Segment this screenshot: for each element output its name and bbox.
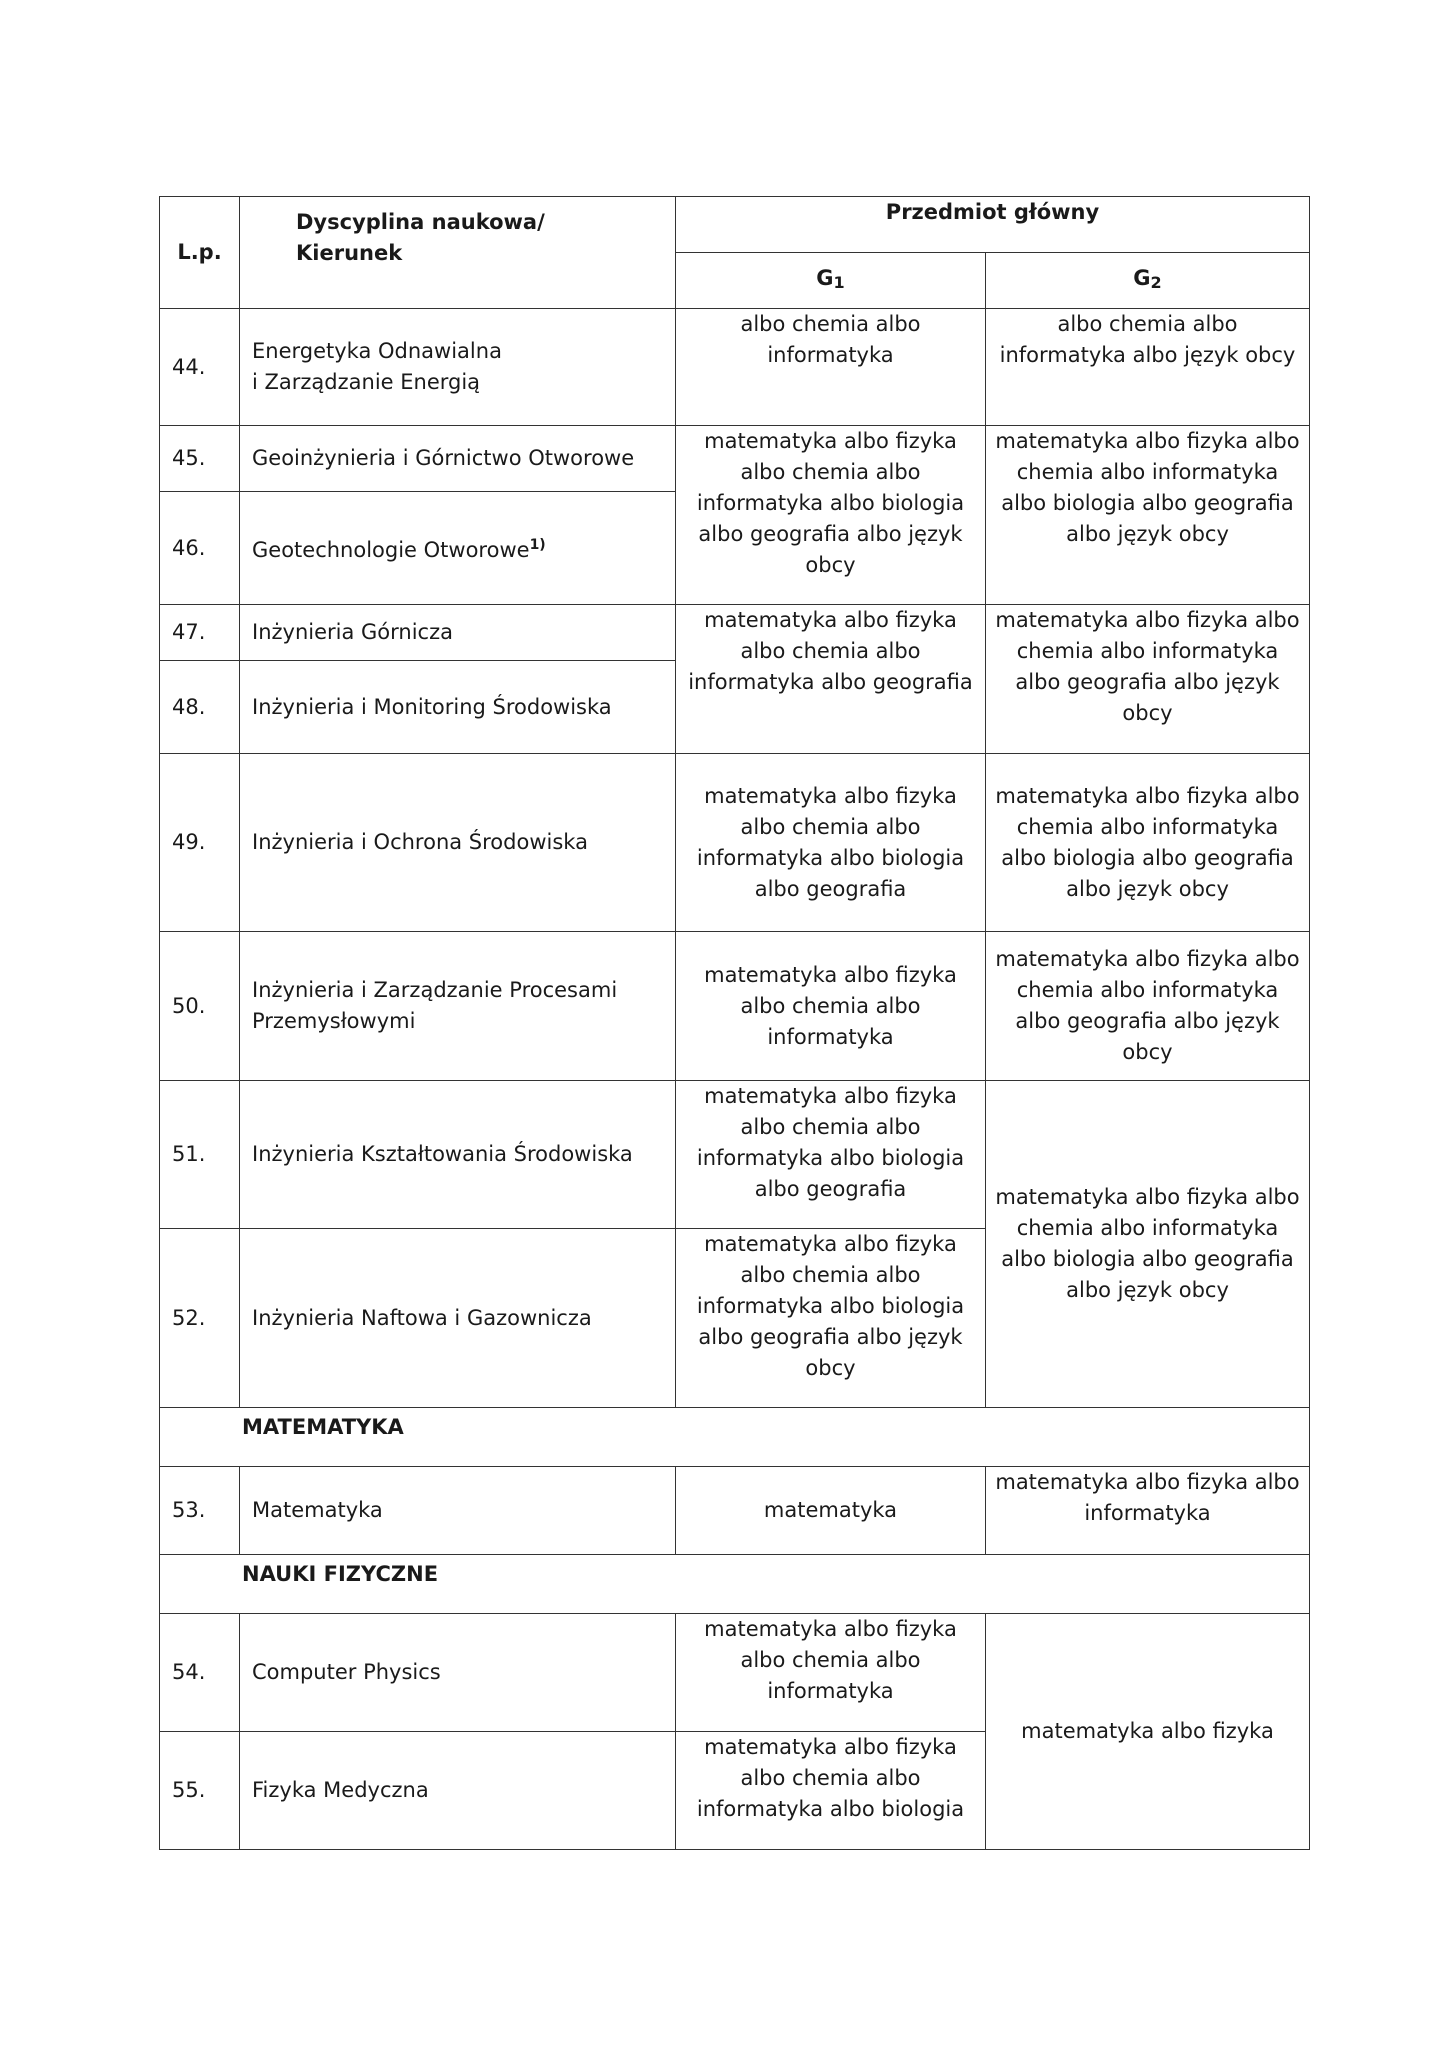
table-row	[160, 932, 1310, 1081]
section-heading: NAUKI FIZYCZNE	[160, 1555, 1310, 1614]
discipline-name: Inżynieria i Ochrona Środowiska	[240, 754, 676, 932]
discipline-name: Inżynieria Kształtowania Środowiska	[240, 1081, 676, 1229]
g1-subjects: matematyka albo fizyka albo chemia albo informatyka albo biologia albo geografia albo język obcy	[676, 426, 986, 605]
table-row	[160, 1467, 1310, 1555]
g2-subjects: matematyka albo fizyka albo chemia albo informatyka albo biologia albo geografia albo język obcy	[986, 1081, 1310, 1408]
header-g2	[986, 253, 1310, 309]
header-discipline-line2: Kierunek	[296, 241, 403, 265]
g1-subjects: matematyka albo fizyka albo chemia albo informatyka albo biologia albo geografia	[676, 754, 986, 932]
discipline-name	[240, 309, 676, 426]
g1-subjects: matematyka albo fizyka albo chemia albo informatyka	[676, 1614, 986, 1732]
g1-subjects: matematyka albo fizyka albo chemia albo informatyka albo biologia albo geografia albo język obcy	[676, 1229, 986, 1408]
g1-subjects: albo chemia albo informatyka	[676, 309, 986, 426]
discipline-name-line2: i Zarządzanie Energią	[252, 370, 481, 394]
g2-subjects: matematyka albo fizyka albo chemia albo informatyka albo geografia albo język obcy	[986, 605, 1310, 754]
g1-subjects: matematyka albo fizyka albo chemia albo informatyka albo biologia albo geografia	[676, 1081, 986, 1229]
header-g1-sub: 1	[833, 273, 845, 292]
header-main-subject: Przedmiot główny	[676, 197, 1310, 253]
row-number: 44.	[160, 309, 240, 426]
header-lp: L.p.	[160, 197, 240, 309]
header-g1-label: G	[816, 266, 834, 290]
section-row	[160, 1408, 1310, 1467]
table-row	[160, 1081, 1310, 1229]
footnote-marker: 1)	[529, 537, 546, 553]
discipline-name: Computer Physics	[240, 1614, 676, 1732]
g2-subjects: matematyka albo fizyka albo informatyka	[986, 1467, 1310, 1555]
table-row	[160, 309, 1310, 426]
row-number: 45.	[160, 426, 240, 492]
discipline-name-line2: Przemysłowymi	[252, 1009, 416, 1033]
discipline-name	[240, 492, 676, 605]
row-number: 53.	[160, 1467, 240, 1555]
table-row	[160, 754, 1310, 932]
discipline-name: Matematyka	[240, 1467, 676, 1555]
discipline-name	[240, 932, 676, 1081]
row-number: 50.	[160, 932, 240, 1081]
g2-subjects: matematyka albo fizyka	[986, 1614, 1310, 1850]
table-row	[160, 605, 1310, 661]
g2-subjects: matematyka albo fizyka albo chemia albo informatyka albo biologia albo geografia albo język obcy	[986, 754, 1310, 932]
row-number: 47.	[160, 605, 240, 661]
discipline-name: Inżynieria i Monitoring Środowiska	[240, 661, 676, 754]
discipline-name-text: Geotechnologie Otworowe	[252, 538, 530, 562]
row-number: 52.	[160, 1229, 240, 1408]
table-row	[160, 1614, 1310, 1732]
g1-subjects: matematyka albo fizyka albo chemia albo informatyka albo biologia	[676, 1732, 986, 1850]
g1-subjects: matematyka	[676, 1467, 986, 1555]
subjects-table	[159, 196, 1310, 1850]
header-g1	[676, 253, 986, 309]
discipline-name: Inżynieria Naftowa i Gazownicza	[240, 1229, 676, 1408]
row-number: 51.	[160, 1081, 240, 1229]
g2-subjects: albo chemia albo informatyka albo język obcy	[986, 309, 1310, 426]
g2-subjects: matematyka albo fizyka albo chemia albo informatyka albo biologia albo geografia albo język obcy	[986, 426, 1310, 605]
row-number: 55.	[160, 1732, 240, 1850]
header-g2-sub: 2	[1150, 273, 1162, 292]
row-number: 48.	[160, 661, 240, 754]
discipline-name: Geoinżynieria i Górnictwo Otworowe	[240, 426, 676, 492]
g1-subjects: matematyka albo fizyka albo chemia albo informatyka	[676, 932, 986, 1081]
header-discipline-line1: Dyscyplina naukowa/	[296, 210, 545, 234]
row-number: 54.	[160, 1614, 240, 1732]
section-heading: MATEMATYKA	[160, 1408, 1310, 1467]
discipline-name-line1: Inżynieria i Zarządzanie Procesami	[252, 978, 618, 1002]
discipline-name: Fizyka Medyczna	[240, 1732, 676, 1850]
g1-subjects: matematyka albo fizyka albo chemia albo informatyka albo geografia	[676, 605, 986, 754]
discipline-name: Inżynieria Górnicza	[240, 605, 676, 661]
row-number: 46.	[160, 492, 240, 605]
row-number: 49.	[160, 754, 240, 932]
header-g2-label: G	[1133, 266, 1151, 290]
table-row	[160, 426, 1310, 492]
section-row	[160, 1555, 1310, 1614]
discipline-name-line1: Energetyka Odnawialna	[252, 339, 502, 363]
g2-subjects: matematyka albo fizyka albo chemia albo informatyka albo geografia albo język obcy	[986, 932, 1310, 1081]
header-discipline	[240, 197, 676, 309]
